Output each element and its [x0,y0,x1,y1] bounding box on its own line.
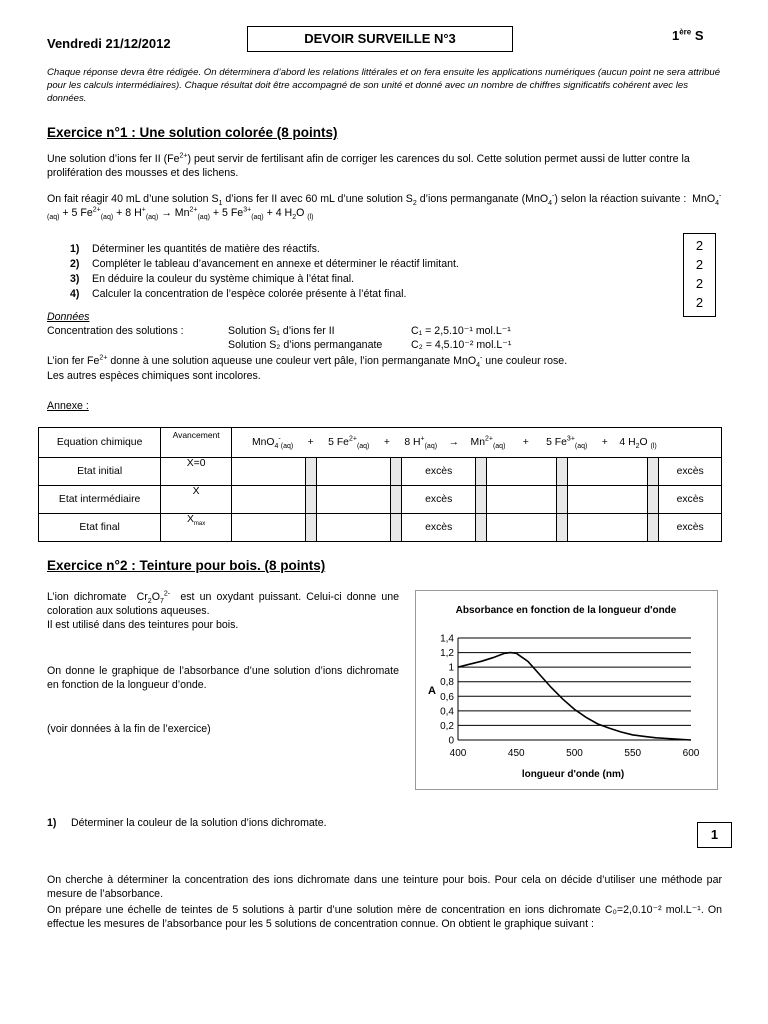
solution-2: Solution S₂ d’ions permanganate [228,339,383,351]
reaction-text: On fait réagir 40 mL d’une solution $S_1$ d’ions fer II avec 60 mL d’une solution $S_2$ d’ions permanganate (MnO$_4$-) selon la réaction suivante : MnO$_4$-$_{(aq)}$ + 5 $Fe^{2+}_{(aq)} + 8$ $H^+_{(aq)} \to Mn^{2+}_{(aq)} + 5$ $Fe^{3+}_{(aq)} + 4$ $H_2O$ $_{(l)}$ [47,192,722,222]
question-item: 3) En déduire la couleur du système chimique à l’état final. [70,273,355,285]
x-tick-label: 600 [682,748,700,759]
points-box: 1 [697,822,732,848]
colorless-note: Les autres espèces chimiques sont incolores. [47,370,261,382]
row-progress: X [161,486,232,514]
question-item: 2) Compléter le tableau d’avancement en annexe et déterminer le réactif limitant. [70,258,459,270]
concentration-2: C₂ = 4,5.10⁻² mol.L⁻¹ [411,339,512,351]
table-header-progress: Avancement [161,428,232,458]
exercise-1-intro: Une solution d’ions fer II $(Fe^{2+})$ peut servir de fertilisant afin de corriger les carences du sol. Cette solution permet aussi de lutter contre la prolifération des mousses et des lichens. [47,152,690,179]
progress-table [38,427,722,542]
x-tick-label: 450 [507,748,525,759]
table-equation: MnO$_4$-$_{(aq)}$ + 5 $Fe^{2+}_{(aq)}$ + 8 $H^+_{(aq)}$ → $Mn^{2+}_{(aq)}$ + 5 $Fe^{3+}_{(aq)}$ + 4 $H_2O$ $_{(l)}$ [231,428,721,458]
data-label: Données [47,311,90,323]
y-tick-label: 0,6 [440,691,454,703]
exercise-2-question-1: 1) Déterminer la couleur de la solution d’ions dichromate. [47,817,327,829]
x-tick-label: 400 [449,748,467,759]
method-text: On cherche à déterminer la concentration des ions dichromate dans une teinture pour bois. Pour cela on décide d’utiliser une méthode par mesure de l’absorbance. [47,874,722,900]
y-tick-label: 0,4 [440,706,454,718]
row-progress: X=0 [161,458,232,486]
exercise-1-questions [70,242,459,302]
instructions: Chaque réponse devra être rédigée. On déterminera d’abord les relations littérales et on fera ensuite les applications numériques (aucun point ne sera attribué pour les calculs intermédiaires). Chaque résultat doit être accompagné de son unité et donné avec un nombre de chiffres significatifs cohérent avec les données. [47,67,721,104]
x-axis-label: longueur d'onde (nm) [521,769,625,780]
chart-title: Absorbance en fonction de la longueur d'onde [455,605,677,616]
exercise-1-title: Exercice n°1 : Une solution colorée (8 points) [47,125,338,140]
question-item: 4) Calculer la concentration de l’espèce colorée présente à l’état final. [70,288,407,300]
ion-colors: L’ion fer $Fe^{2+}$ donne à une solution aqueuse une couleur vert pâle, l’ion permanganate MnO$_4$- une couleur rose. [47,354,568,370]
solution-1: Solution S₁ d’ions fer II [228,325,335,337]
question-item: 1) Déterminer les quantités de matière des réactifs. [70,243,320,255]
y-tick-label: 1 [448,662,454,674]
dilution-text: On prépare une échelle de teintes de 5 solutions à partir d’une solution mère de concentration en ions dichromate C₀=2,0.10⁻² mol.L⁻¹. On effectue les mesures de l’absorbance pour les 5 solutions de concentration connue. On obtient le graphique suivant : [47,904,722,930]
date: Vendredi 21/12/2012 [47,36,171,51]
annex-label: Annexe : [47,400,89,412]
y-tick-label: 0 [448,735,454,747]
points-box: 2 2 2 2 [683,233,716,317]
table-row [39,458,722,486]
conc-label: Concentration des solutions : [47,325,184,337]
y-tick-label: 0,8 [440,677,454,689]
class-level: 1ère S [672,27,704,43]
concentration-1: C₁ = 2,5.10⁻¹ mol.L⁻¹ [411,325,511,337]
row-label: Etat final [39,514,161,542]
row-label: Etat initial [39,458,161,486]
see-data-note: (voir données à la fin de l’exercice) [47,723,211,735]
row-progress: $X_{max}$ [161,514,232,542]
excess-cell: excès [401,486,475,514]
x-tick-label: 500 [566,748,583,759]
y-tick-label: 0,2 [440,720,454,732]
table-row [39,514,722,542]
dichromate-intro: L’ion dichromate $Cr_2O_7^{2-}$ est un oxydant puissant. Celui-ci donne une coloration aux solutions aqueuses. Il est utilisé dans des teintures pour bois. [47,590,399,631]
x-tick-label: 550 [624,748,642,759]
y-tick-label: 1,2 [440,648,454,660]
excess-cell: excès [659,486,722,514]
row-label: Etat intermédiaire [39,486,161,514]
excess-cell: excès [401,458,475,486]
graph-intro: On donne le graphique de l’absorbance d’une solution d’ions dichromate en fonction de la longueur d’onde. [47,665,399,691]
excess-cell: excès [401,514,475,542]
excess-cell: excès [659,458,722,486]
test-title: DEVOIR SURVEILLE N°3 [247,26,513,52]
y-axis-label: A [428,685,436,697]
table-row [39,486,722,514]
table-row [39,428,722,458]
excess-cell: excès [659,514,722,542]
y-tick-label: 1,4 [440,633,454,645]
table-header-equation: Equation chimique [39,428,161,458]
exercise-2-title: Exercice n°2 : Teinture pour bois. (8 points) [47,558,326,573]
absorbance-chart [415,590,718,790]
